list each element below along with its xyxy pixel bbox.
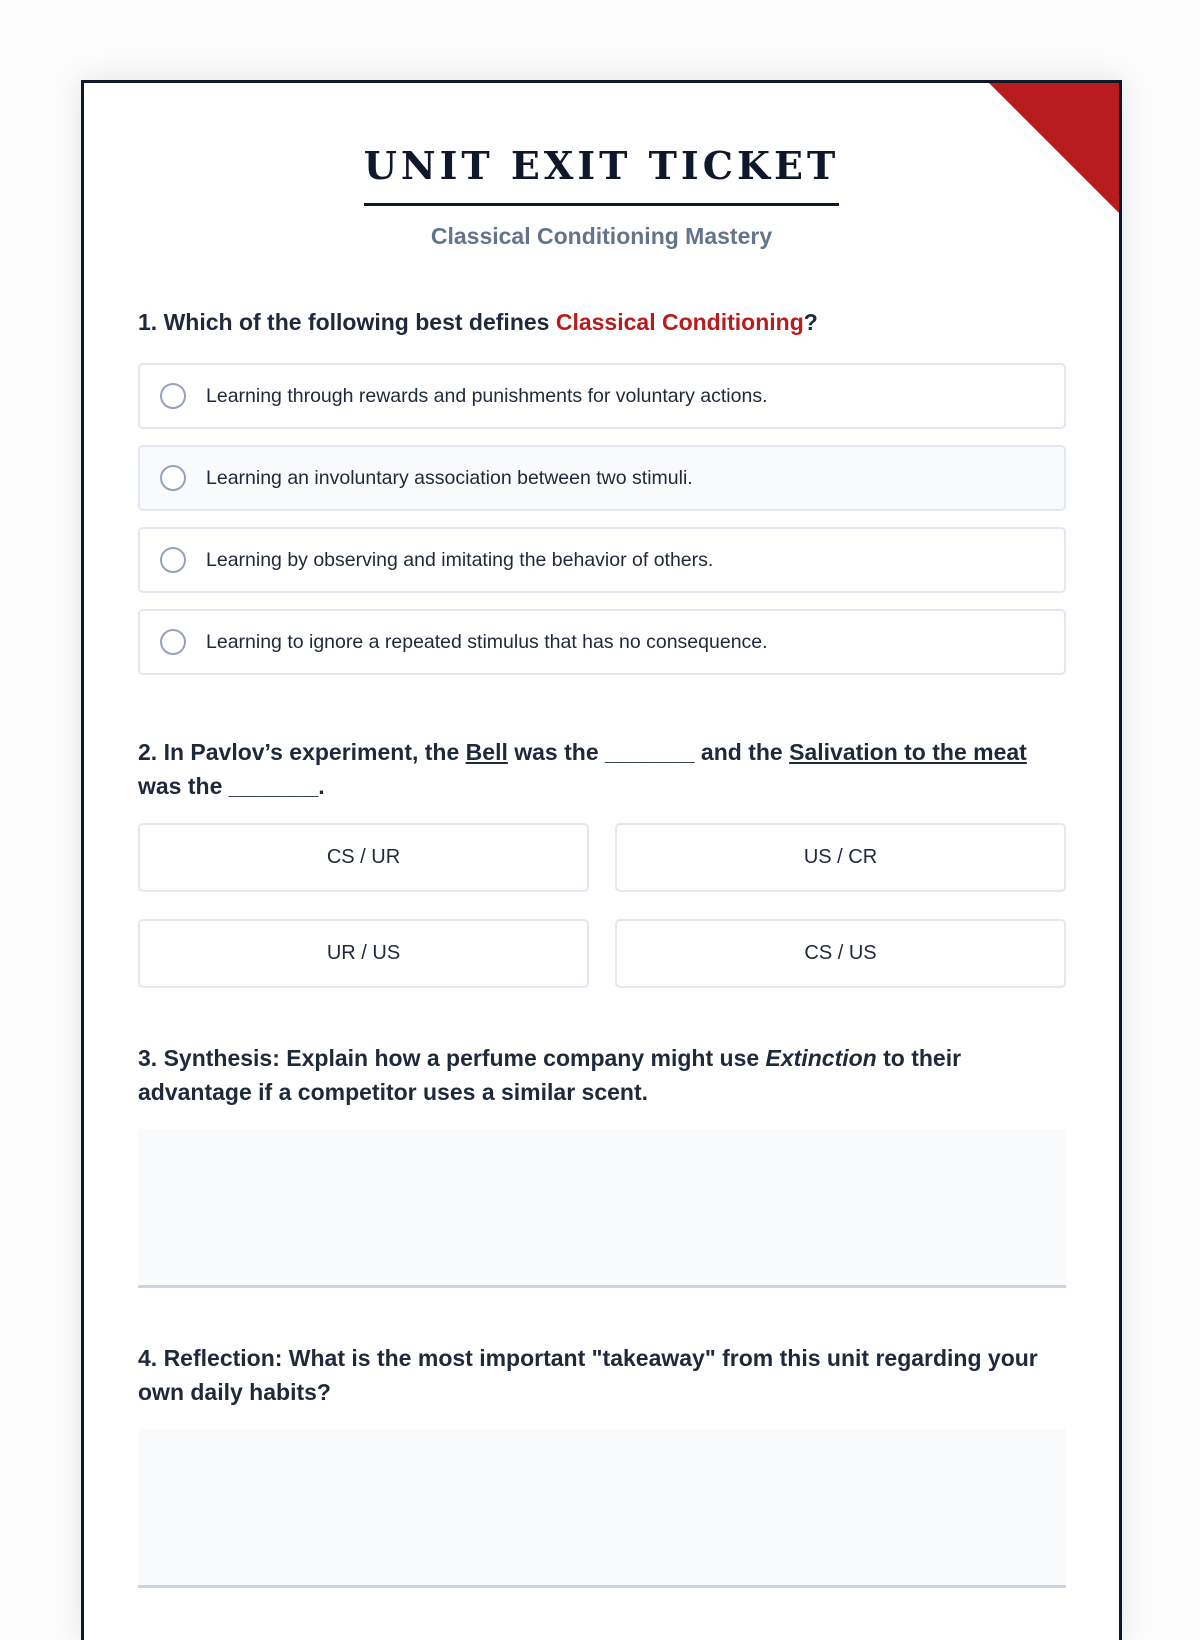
question-2-part3: was the _______. [138, 773, 325, 799]
option-b[interactable] [138, 445, 1066, 511]
question-4: 4. Reflection: What is the most important "takeaway" from this unit regarding your own daily habits? [138, 1345, 1038, 1405]
option-d[interactable] [138, 609, 1066, 675]
question-2-term2: Salivation to the meat [789, 739, 1027, 765]
option-label: Learning an involuntary association between two stimuli. [206, 466, 693, 489]
question-1 [138, 305, 818, 339]
page-subtitle: Classical Conditioning Mastery [430, 223, 773, 249]
choice-cs-us[interactable]: CS / US [615, 919, 1066, 988]
question-3-answer-field[interactable] [138, 1129, 1066, 1288]
title-block [84, 143, 1119, 206]
question-1-highlight: Classical Conditioning [555, 309, 804, 335]
question-1-prefix: 1. Which of the following best defines [138, 309, 556, 335]
question-2 [138, 735, 1066, 803]
question-2-choices [138, 823, 1066, 988]
choice-us-cr[interactable]: US / CR [615, 823, 1066, 892]
exit-ticket-card [81, 80, 1122, 1640]
choice-ur-us[interactable]: UR / US [138, 919, 589, 988]
option-a[interactable] [138, 363, 1066, 429]
question-2-term1: Bell [465, 739, 508, 765]
question-3-part2: to their advantage if a competitor uses a similar scent. [138, 1045, 962, 1105]
option-c[interactable] [138, 527, 1066, 593]
question-2-part2: was the _______ and the [507, 739, 790, 765]
option-label: Learning to ignore a repeated stimulus that has no consequence. [206, 630, 768, 653]
choice-cs-ur[interactable]: CS / UR [138, 823, 589, 892]
option-label: Learning by observing and imitating the behavior of others. [206, 548, 714, 571]
question-4-answer-field[interactable] [138, 1429, 1066, 1588]
option-label: Learning through rewards and punishments for voluntary actions. [206, 384, 768, 407]
radio-button[interactable] [160, 465, 186, 491]
question-2-part1: 2. In Pavlov’s experiment, the [138, 739, 466, 765]
question-3-part1: 3. Synthesis: Explain how a perfume company might use [138, 1045, 766, 1071]
question-1-options [138, 363, 1066, 691]
radio-button[interactable] [160, 383, 186, 409]
question-1-suffix: ? [803, 309, 818, 335]
radio-button[interactable] [160, 629, 186, 655]
page-title: UNIT EXIT TICKET [364, 143, 839, 206]
radio-button[interactable] [160, 547, 186, 573]
question-3 [138, 1041, 1066, 1109]
question-3-term: Extinction [765, 1045, 877, 1071]
